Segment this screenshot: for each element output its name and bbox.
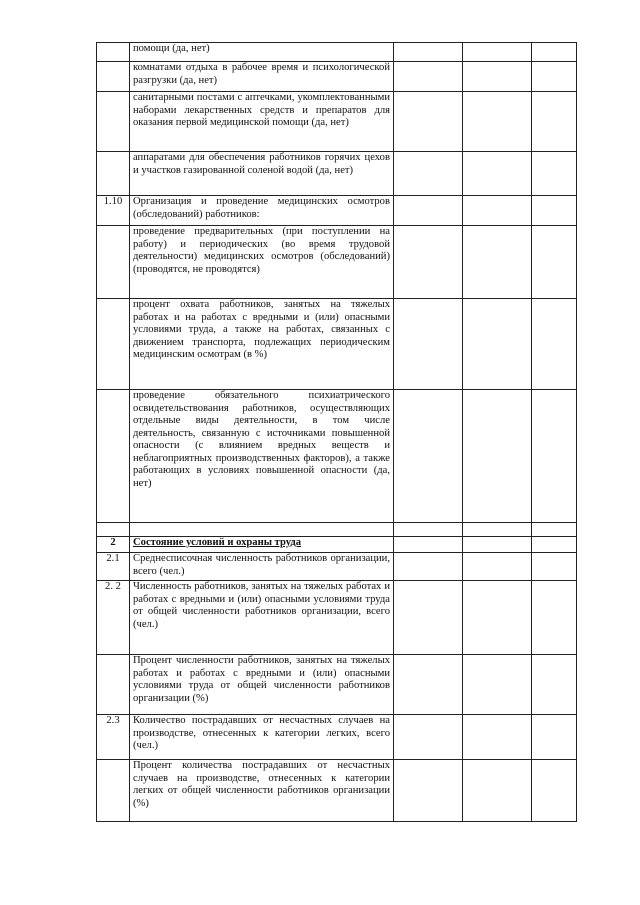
value-cell [532, 92, 577, 152]
row-text [130, 523, 394, 537]
row-text: санитарными постами с аптечками, укомплектованными наборами лекарственных средств и препаратов для оказания первой медицинской помощи (да, нет) [130, 92, 394, 152]
table-row [97, 196, 577, 226]
row-number [97, 523, 130, 537]
table-row [97, 655, 577, 715]
value-cell [532, 196, 577, 226]
value-cell [394, 299, 463, 390]
table-row [97, 715, 577, 760]
row-number: 2.1 [97, 553, 130, 581]
value-cell [532, 62, 577, 92]
row-number [97, 226, 130, 299]
value-cell [394, 537, 463, 553]
value-cell [532, 537, 577, 553]
row-text: комнатами отдыха в рабочее время и психологической разгрузки (да, нет) [130, 62, 394, 92]
value-cell [394, 92, 463, 152]
value-cell [532, 760, 577, 822]
row-number: 1.10 [97, 196, 130, 226]
value-cell [463, 581, 532, 655]
table-row [97, 152, 577, 196]
row-number: 2. 2 [97, 581, 130, 655]
value-cell [532, 523, 577, 537]
section-number: 2 [97, 537, 130, 553]
report-table [96, 42, 577, 822]
value-cell [463, 655, 532, 715]
table-row [97, 581, 577, 655]
value-cell [463, 62, 532, 92]
value-cell [532, 152, 577, 196]
row-number [97, 299, 130, 390]
value-cell [394, 523, 463, 537]
table-row [97, 299, 577, 390]
row-text: процент охвата работников, занятых на тяжелых работах и на работах с вредными и (или) опасными условиями труда, а также на работах, связанных с движением транспорта, подлежащих периодическим медицинским осмотрам (в %) [130, 299, 394, 390]
table-row [97, 62, 577, 92]
value-cell [532, 390, 577, 523]
value-cell [532, 226, 577, 299]
value-cell [394, 655, 463, 715]
row-number: 2.3 [97, 715, 130, 760]
value-cell [463, 226, 532, 299]
value-cell [532, 553, 577, 581]
row-number [97, 62, 130, 92]
row-number [97, 92, 130, 152]
table-row [97, 523, 577, 537]
row-number [97, 43, 130, 62]
value-cell [463, 553, 532, 581]
row-text: Количество пострадавших от несчастных случаев на производстве, отнесенных к категории легких, всего (чел.) [130, 715, 394, 760]
value-cell [463, 390, 532, 523]
value-cell [463, 43, 532, 62]
value-cell [463, 92, 532, 152]
value-cell [463, 537, 532, 553]
table-row [97, 92, 577, 152]
row-text: Численность работников, занятых на тяжелых работах и работах с вредными и (или) опасными условиями труда от общей численности работников организации, всего (чел.) [130, 581, 394, 655]
row-text: Среднесписочная численность работников организации, всего (чел.) [130, 553, 394, 581]
value-cell [394, 62, 463, 92]
value-cell [532, 299, 577, 390]
value-cell [394, 390, 463, 523]
row-text: проведение обязательного психиатрического освидетельствования работников, осуществляющих отдельные виды деятельности, в том числе деятельность, связанную с источниками повышенной опасности (с влиянием вредных веществ и неблагоприятных производственных факторов), а также работающих в условиях повышенной опасности (да, нет) [130, 390, 394, 523]
row-number [97, 760, 130, 822]
value-cell [463, 299, 532, 390]
row-text: помощи (да, нет) [130, 43, 394, 62]
value-cell [532, 43, 577, 62]
table-row [97, 43, 577, 62]
value-cell [463, 152, 532, 196]
row-number [97, 390, 130, 523]
table-row [97, 760, 577, 822]
value-cell [532, 655, 577, 715]
value-cell [394, 226, 463, 299]
row-text: Процент количества пострадавших от несчастных случаев на производстве, отнесенных к категории легких от общей численности работников организации (%) [130, 760, 394, 822]
table-row [97, 390, 577, 523]
table-row [97, 226, 577, 299]
row-text: Организация и проведение медицинских осмотров (обследований) работников: [130, 196, 394, 226]
value-cell [394, 43, 463, 62]
row-number [97, 152, 130, 196]
value-cell [394, 581, 463, 655]
row-text: проведение предварительных (при поступлении на работу) и периодических (во время трудовой деятельности) медицинских осмотров (обследований) (проводятся, не проводятся) [130, 226, 394, 299]
value-cell [532, 581, 577, 655]
row-text: Процент численности работников, занятых на тяжелых работах и работах с вредными и (или) опасными условиями труда от общей численности работников организации (%) [130, 655, 394, 715]
value-cell [532, 715, 577, 760]
value-cell [394, 152, 463, 196]
value-cell [463, 196, 532, 226]
row-number [97, 655, 130, 715]
value-cell [463, 523, 532, 537]
row-text: аппаратами для обеспечения работников горячих цехов и участков газированной соленой водой (да, нет) [130, 152, 394, 196]
value-cell [394, 715, 463, 760]
value-cell [463, 760, 532, 822]
value-cell [394, 760, 463, 822]
value-cell [394, 553, 463, 581]
value-cell [463, 715, 532, 760]
table-row [97, 553, 577, 581]
value-cell [394, 196, 463, 226]
table-row [97, 537, 577, 553]
section-title: Состояние условий и охраны труда [130, 537, 394, 553]
